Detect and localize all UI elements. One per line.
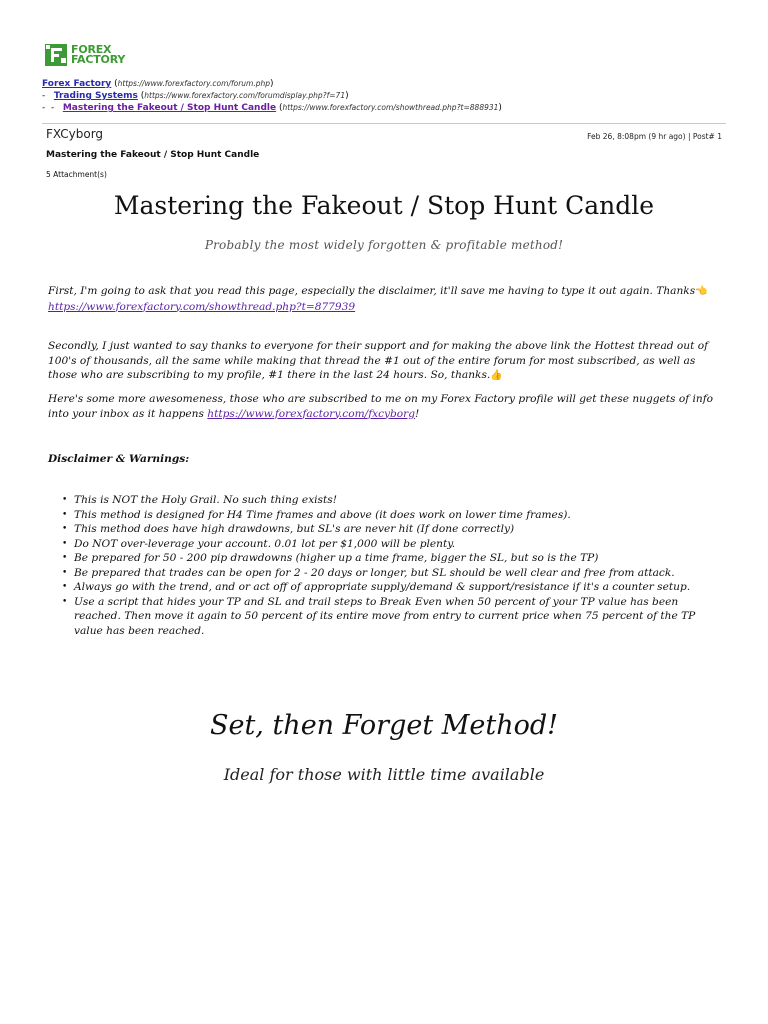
disclaimer-thread-link[interactable]: https://www.forexfactory.com/showthread.php?t=877939 xyxy=(48,300,356,313)
list-item: • This is NOT the Holy Grail. No such thing exists! xyxy=(48,493,720,508)
list-item: • Use a script that hides your TP and SL and trail steps to Break Even when 50 percent of your TP value has been reached. Then move it again to 50 percent of its entire move from entry to current price when 75 percent of the TP value has been reached. xyxy=(48,595,720,639)
breadcrumb-url-forex-factory: https://www.forexfactory.com/forum.php xyxy=(117,79,270,88)
breadcrumb-link-forex-factory[interactable]: Forex Factory xyxy=(42,79,112,89)
paragraph-thanks-text: Secondly, I just wanted to say thanks to everyone for their support and for making the above link the Hottest thread out of 100's of thousands, all the same while making that thread the #1 out of the entire forum for most subscribed, as well as those who are subscribing to my profile, #1 there in the last 24 hours. So, thanks. xyxy=(48,340,709,381)
disclaimer-heading: Disclaimer & Warnings: xyxy=(48,453,190,465)
breadcrumb-url-trading-systems: https://www.forexfactory.com/forumdisplay.php?f=71 xyxy=(144,91,346,100)
paragraph-subscribe-text: Here's some more awesomeness, those who are subscribed to me on my Forex Factory profile will get these nuggets of info into your inbox as it happens xyxy=(48,393,714,420)
list-item: • This method is designed for H4 Time frames and above (it does work on lower time frames). xyxy=(48,508,720,523)
breadcrumb-separator: - xyxy=(42,91,46,101)
attachments-count[interactable]: 5 Attachment(s) xyxy=(46,170,107,179)
post-meta: Feb 26, 8:08pm (9 hr ago) | Post# 1 xyxy=(587,132,722,141)
post-title: Mastering the Fakeout / Stop Hunt Candle xyxy=(46,150,260,160)
paragraph-intro xyxy=(48,284,724,314)
header-divider xyxy=(42,123,726,124)
paragraph-subscribe-end: ! xyxy=(415,407,420,420)
thumbs-up-icon: 👍 xyxy=(490,370,503,381)
pointing-hand-icon: 👈 xyxy=(695,286,708,297)
ideal-subheading: Ideal for those with little time available xyxy=(223,765,545,784)
breadcrumb-link-trading-systems[interactable]: Trading Systems xyxy=(53,91,138,101)
profile-link[interactable]: https://www.forexfactory.com/fxcyborg xyxy=(207,407,416,420)
paragraph-intro-text: First, I'm going to ask that you read this page, especially the disclaimer, it'll save me having to type it out again. Thanks xyxy=(48,285,696,297)
breadcrumb-row-trading-systems: - Trading Systems (https://www.forexfactory.com/forumdisplay.php?f=71) xyxy=(42,91,349,101)
breadcrumb-link-thread[interactable]: Mastering the Fakeout / Stop Hunt Candle xyxy=(62,103,277,113)
paragraph-thanks xyxy=(48,339,724,384)
content-title: Mastering the Fakeout / Stop Hunt Candle xyxy=(113,191,655,220)
breadcrumb-url-thread: https://www.forexfactory.com/showthread.php?t=888931 xyxy=(282,103,499,112)
list-item: • Be prepared that trades can be open for 2 - 20 days or longer, but SL should be well clear and free from attack. xyxy=(48,566,720,581)
content-subtitle: Probably the most widely forgotten & profitable method! xyxy=(204,238,564,252)
warnings-list xyxy=(48,493,720,638)
list-item: • This method does have high drawdowns, but SL's are never hit (If done correctly) xyxy=(48,522,720,537)
set-forget-heading: Set, then Forget Method! xyxy=(209,710,559,741)
breadcrumb-row-forex-factory: Forex Factory (https://www.forexfactory.com/forum.php) xyxy=(42,79,274,89)
logo-wordmark: FOREX FACTORY xyxy=(71,43,126,66)
logo-mark-icon xyxy=(44,43,68,67)
list-item: • Do NOT over-leverage your account. 0.01 lot per $1,000 will be plenty. xyxy=(48,537,720,552)
list-item: • Be prepared for 50 - 200 pip drawdowns (higher up a time frame, bigger the SL, but so is the TP) xyxy=(48,551,720,566)
breadcrumb xyxy=(42,78,502,114)
post-author[interactable]: FXCyborg xyxy=(46,127,104,141)
breadcrumb-separator: - - xyxy=(42,103,55,113)
list-item: • Always go with the trend, and or act off of appropriate supply/demand & support/resistance if it's a counter setup. xyxy=(48,580,720,595)
paragraph-subscribe xyxy=(48,392,724,421)
breadcrumb-row-thread: - - Mastering the Fakeout / Stop Hunt Candle (https://www.forexfactory.com/showthread.php?t=888931) xyxy=(42,103,502,113)
forex-factory-logo[interactable] xyxy=(44,42,134,68)
